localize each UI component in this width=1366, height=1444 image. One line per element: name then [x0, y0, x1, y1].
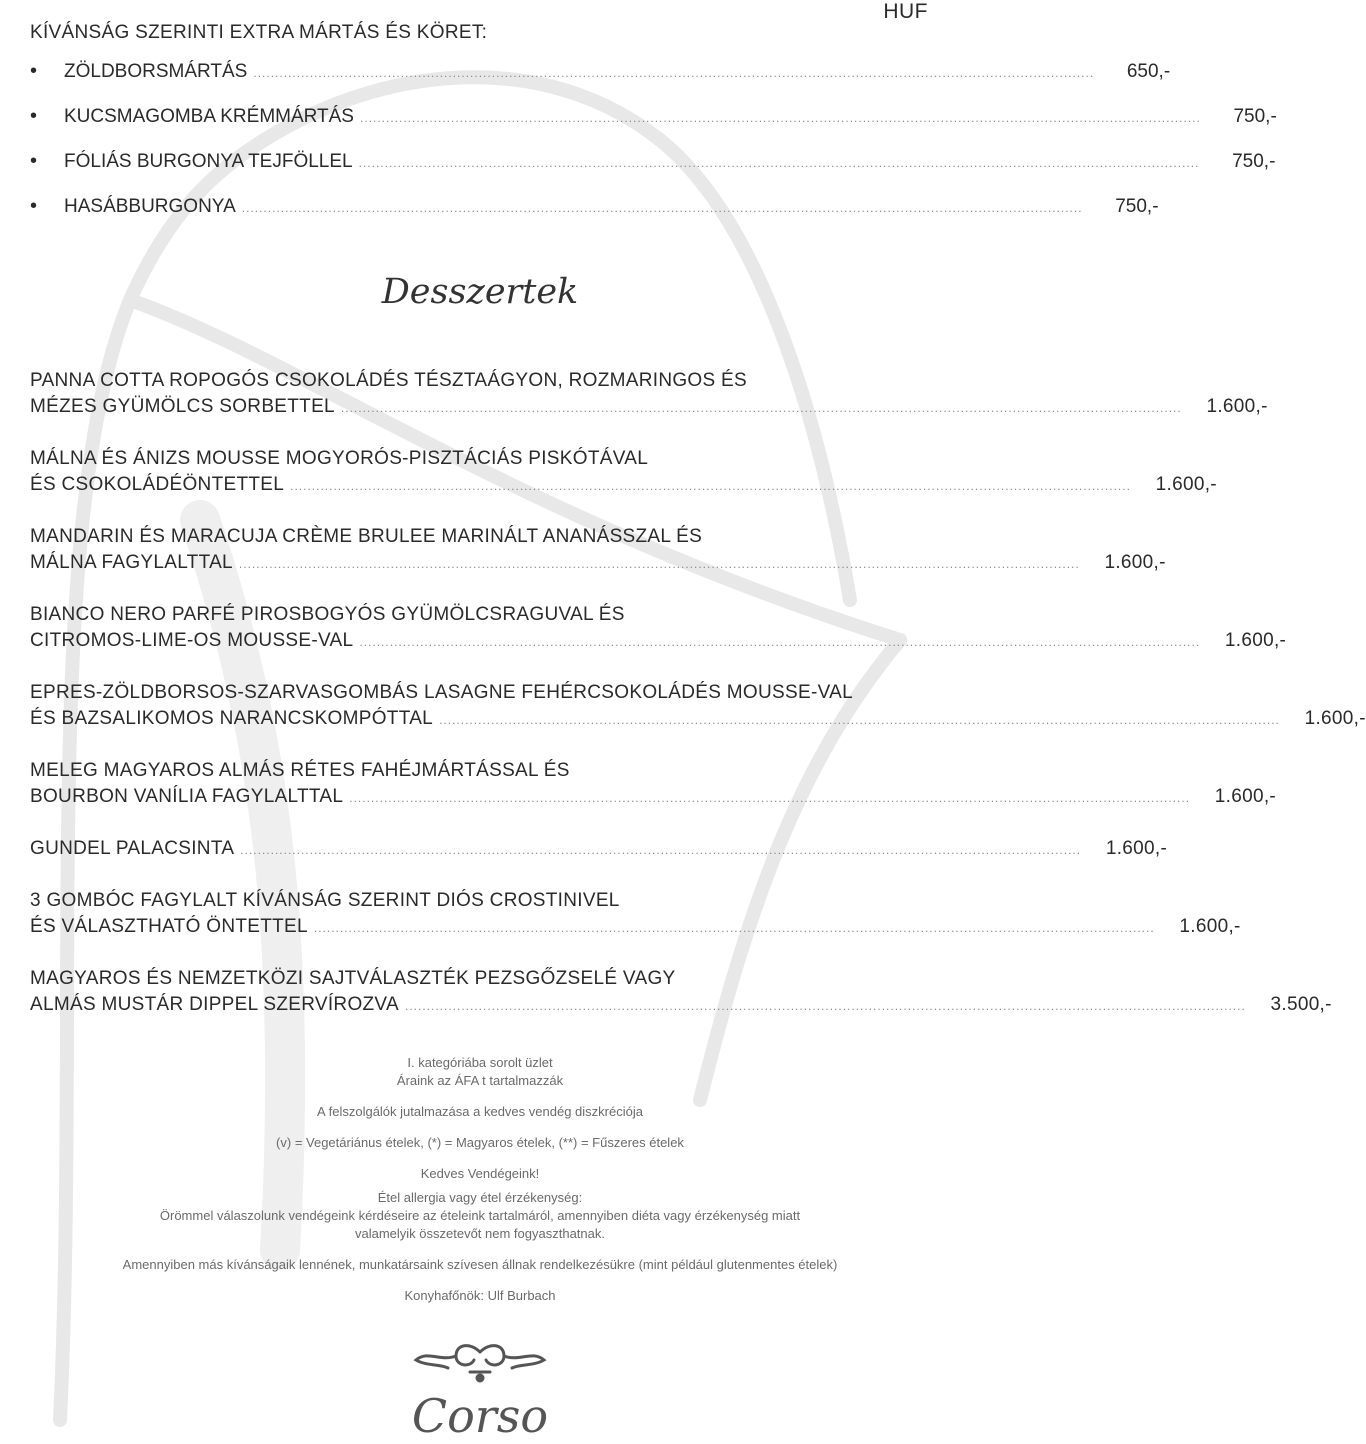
currency-label: HUF	[883, 0, 928, 23]
allergy-text-line1: Örömmel válaszolunk vendégeink kérdéseire az ételeink tartalmáról, amennyiben diéta vagy érzékenység miatt	[159, 1208, 801, 1223]
dot-leader: ..................................................................................................................................................................................................	[358, 156, 1200, 170]
dessert-name-line1: PANNA COTTA ROPOGÓS CSOKOLÁDÉS TÉSZTAÁGYON, ROZMARINGOS ÉS	[30, 370, 748, 391]
dot-leader: ..................................................................................................................................................................................................	[313, 921, 1155, 935]
dessert-price: 1.600,-	[1304, 708, 1366, 729]
greeting-note: Kedves Vendégeink!	[420, 1166, 540, 1181]
dessert-name-line2: ALMÁS MUSTÁR DIPPEL SZERVÍROZVA	[30, 994, 399, 1015]
dessert-item	[30, 888, 1241, 941]
dessert-name-line1: MANDARIN ÉS MARACUJA CRÈME BRULEE MARINÁLT ANANÁSSZAL ÉS	[30, 526, 703, 547]
dot-leader: ..................................................................................................................................................................................................	[359, 111, 1201, 125]
item-name: ZÖLDBORSMÁRTÁS	[64, 61, 248, 82]
dessert-name-line2: MÁLNA FAGYLALTTAL	[30, 552, 233, 573]
vat-note: Áraink az ÁFA t tartalmazzák	[396, 1073, 564, 1088]
dot-leader: ..................................................................................................................................................................................................	[238, 557, 1080, 571]
dessert-name-line1: MAGYAROS ÉS NEMZETKÖZI SAJTVÁLASZTÉK PEZSGŐZSELÉ VAGY	[30, 968, 676, 989]
extras-item	[30, 195, 1159, 240]
dessert-name-line2: ÉS BAZSALIKOMOS NARANCSKOMPÓTTAL	[30, 708, 434, 729]
dessert-name-line2: ÉS VÁLASZTHATÓ ÖNTETTEL	[30, 916, 308, 937]
item-price: 750,-	[1115, 196, 1159, 217]
dessert-item	[30, 524, 1166, 577]
dessert-price: 3.500,-	[1270, 994, 1332, 1015]
item-price: 750,-	[1232, 151, 1276, 172]
bullet-icon: •	[30, 105, 38, 127]
tip-note: A felszolgálók jutalmazása a kedves vendég diszkréciója	[317, 1104, 643, 1119]
dessert-price: 1.600,-	[1105, 838, 1168, 859]
dessert-item	[30, 966, 1332, 1019]
dot-leader: ..................................................................................................................................................................................................	[340, 401, 1182, 415]
category-note: I. kategóriába sorolt üzlet	[407, 1055, 553, 1070]
allergy-title: Étel allergia vagy étel érzékenység:	[377, 1190, 583, 1205]
item-price: 750,-	[1233, 106, 1277, 127]
ornament-icon	[416, 1346, 544, 1381]
dessert-price: 1.600,-	[1214, 786, 1277, 807]
item-name: HASÁBBURGONYA	[64, 196, 236, 217]
corso-logo	[0, 1338, 960, 1444]
dot-leader: ..................................................................................................................................................................................................	[439, 713, 1280, 727]
item-name: KUCSMAGOMBA KRÉMMÁRTÁS	[64, 106, 354, 127]
item-price: 650,-	[1126, 61, 1171, 82]
dot-leader: ..................................................................................................................................................................................................	[404, 999, 1246, 1013]
dessert-price: 1.600,-	[1179, 916, 1241, 937]
dot-leader: ..................................................................................................................................................................................................	[349, 791, 1191, 805]
dessert-name-line1: MÁLNA ÉS ÁNIZS MOUSSE MOGYORÓS-PISZTÁCIÁS PISKÓTÁVAL	[30, 448, 649, 469]
dot-leader: ..................................................................................................................................................................................................	[359, 635, 1201, 649]
dessert-item	[30, 758, 1277, 811]
bullet-icon: •	[30, 195, 38, 217]
extras-item	[30, 105, 1277, 150]
dessert-item	[30, 602, 1287, 655]
dot-leader: ..................................................................................................................................................................................................	[290, 479, 1131, 493]
desserts-title: Desszertek	[381, 272, 579, 312]
extras-list	[30, 60, 1277, 240]
footer-notes	[0, 1054, 960, 1305]
logo-text: Corso	[411, 1389, 549, 1443]
dessert-name-line2: ÉS CSOKOLÁDÉÖNTETTEL	[30, 474, 285, 495]
dessert-name-line2: GUNDEL PALACSINTA	[30, 838, 235, 859]
dessert-item	[30, 836, 1168, 863]
dessert-name-line1: 3 GOMBÓC FAGYLALT KÍVÁNSÁG SZERINT DIÓS CROSTINIVEL	[30, 890, 620, 911]
dessert-price: 1.600,-	[1206, 396, 1268, 417]
dessert-name-line2: MÉZES GYÜMÖLCS SORBETTEL	[30, 396, 335, 417]
extras-item	[30, 150, 1276, 195]
extras-title: KÍVÁNSÁG SZERINTI EXTRA MÁRTÁS ÉS KÖRET:	[30, 22, 488, 43]
wishes-note: Amennyiben más kívánságaik lennének, munkatársaink szívesen állnak rendelkezésükre (mint például glutenmentes ételek)	[122, 1257, 838, 1272]
legend-note: (v) = Vegetáriánus ételek, (*) = Magyaros ételek, (**) = Fűszeres ételek	[276, 1135, 684, 1150]
dessert-price: 1.600,-	[1155, 474, 1217, 495]
dessert-name-line1: EPRES-ZÖLDBORSOS-SZARVASGOMBÁS LASAGNE FEHÉRCSOKOLÁDÉS MOUSSE-VAL	[30, 682, 853, 703]
bullet-icon: •	[30, 150, 38, 172]
dessert-name-line1: MELEG MAGYAROS ALMÁS RÉTES FAHÉJMÁRTÁSSAL ÉS	[30, 760, 570, 781]
dessert-item	[30, 446, 1217, 499]
dot-leader: ..................................................................................................................................................................................................	[240, 843, 1082, 857]
dessert-name-line2: CITROMOS-LIME-OS MOUSSE-VAL	[30, 630, 354, 651]
dessert-item	[30, 680, 1366, 733]
dessert-item	[30, 368, 1268, 421]
bullet-icon: •	[30, 60, 38, 82]
dessert-name-line1: BIANCO NERO PARFÉ PIROSBOGYÓS GYÜMÖLCSRAGUVAL ÉS	[30, 604, 625, 625]
dot-leader: ..................................................................................................................................................................................................	[253, 66, 1095, 80]
allergy-text-line2: valamelyik összetevőt nem fogyaszthatnak.	[354, 1226, 605, 1241]
dessert-price: 1.600,-	[1104, 552, 1166, 573]
desserts-list	[30, 368, 1366, 1044]
item-name: FÓLIÁS BURGONYA TEJFÖLLEL	[64, 151, 353, 172]
chef-note: Konyhafőnök: Ulf Burbach	[404, 1288, 556, 1303]
dessert-name-line2: BOURBON VANÍLIA FAGYLALTTAL	[30, 786, 344, 807]
extras-item	[30, 60, 1171, 105]
dessert-price: 1.600,-	[1224, 630, 1287, 651]
dot-leader: ..................................................................................................................................................................................................	[241, 201, 1083, 215]
